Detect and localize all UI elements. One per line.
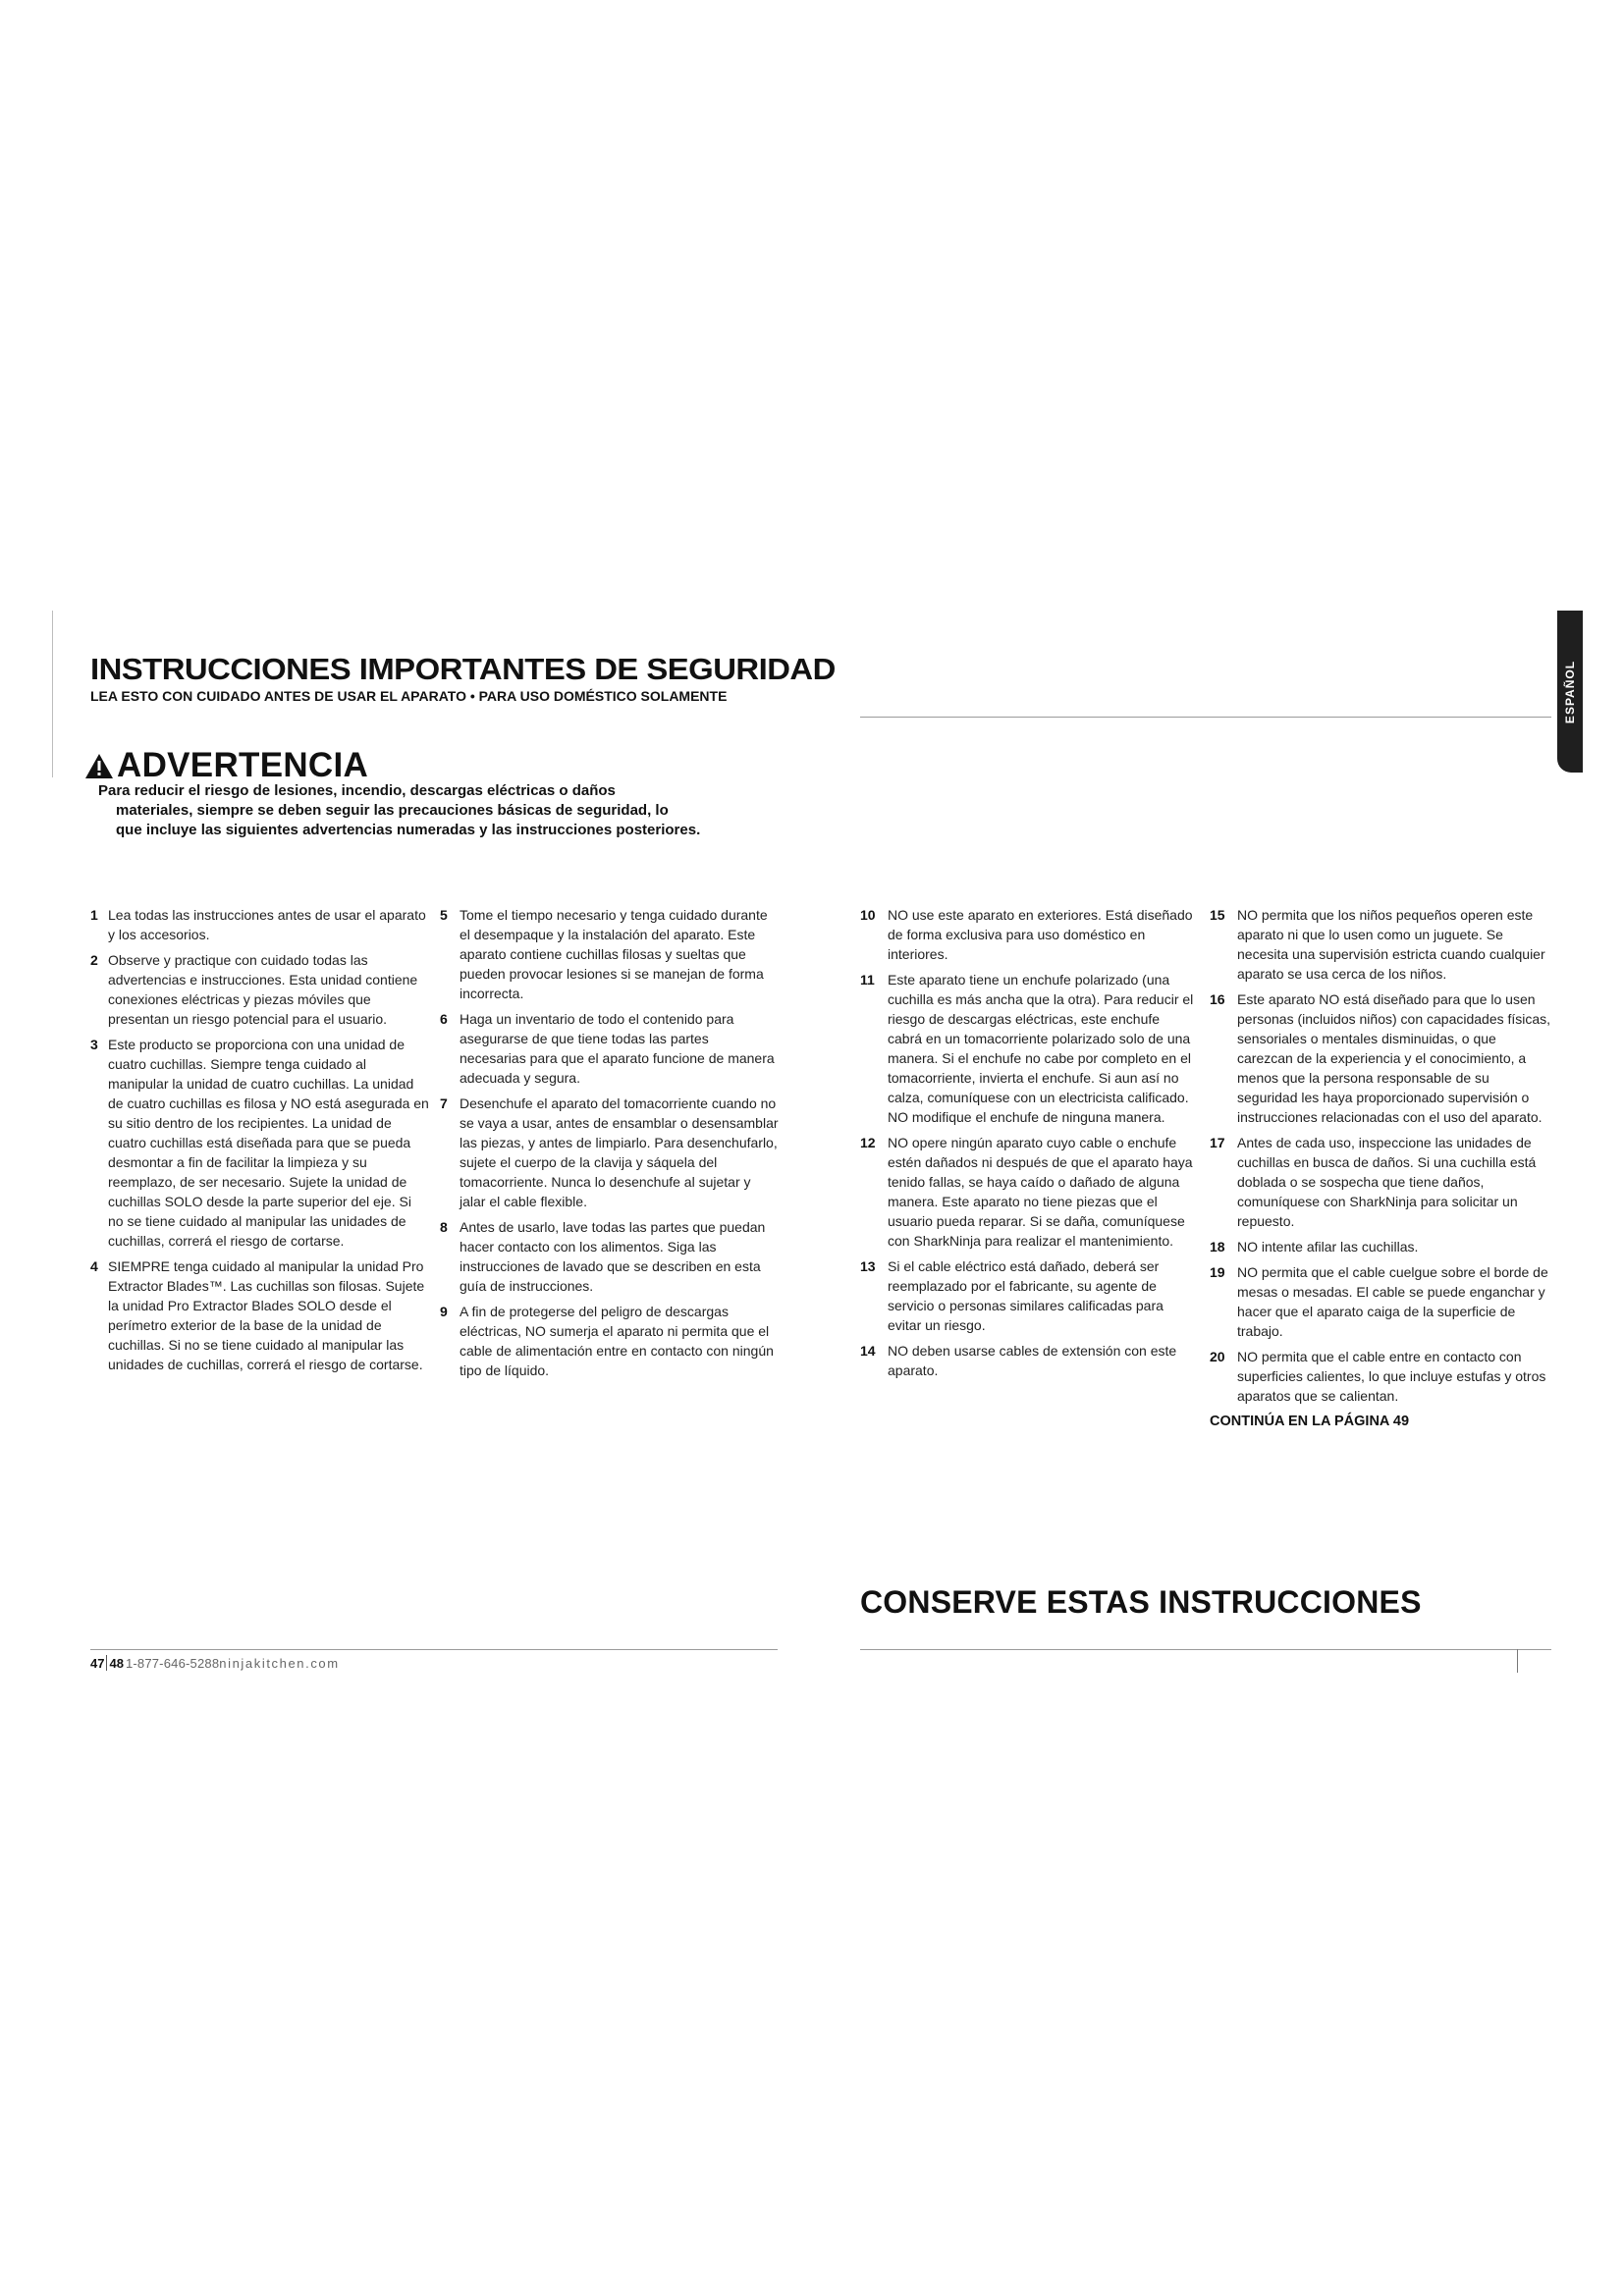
list-item bbox=[90, 950, 429, 1029]
item-number: 8 bbox=[440, 1219, 448, 1235]
language-tab-label-wrap bbox=[1557, 611, 1583, 773]
list-item bbox=[440, 905, 779, 1003]
list-item bbox=[1210, 1347, 1551, 1406]
warning-text-line-2: materiales, siempre se deben seguir las precauciones básicas de seguridad, lo bbox=[116, 802, 669, 819]
item-text: Haga un inventario de todo el contenido para asegurarse de que tiene todas las partes necesarias para que el aparato funcione de manera adecuada y segura. bbox=[460, 1011, 775, 1086]
item-number: 11 bbox=[860, 972, 875, 988]
list-item bbox=[860, 1256, 1194, 1335]
page-footer bbox=[90, 1655, 340, 1671]
list-item bbox=[860, 1341, 1194, 1380]
item-text: NO use este aparato en exteriores. Está diseñado de forma exclusiva para uso doméstico en interiores. bbox=[888, 907, 1193, 962]
list-item bbox=[90, 905, 429, 944]
item-number: 20 bbox=[1210, 1349, 1225, 1364]
list-item bbox=[440, 1094, 779, 1211]
instructions-column-1 bbox=[90, 905, 429, 1380]
header-rule-right bbox=[860, 717, 1551, 718]
page-number-divider bbox=[106, 1655, 107, 1671]
page-number-right: 48 bbox=[109, 1655, 124, 1671]
save-instructions-heading: CONSERVE ESTAS INSTRUCCIONES bbox=[860, 1584, 1422, 1620]
instructions-column-3 bbox=[860, 905, 1194, 1386]
footer-rule-right bbox=[860, 1649, 1551, 1650]
item-text: Observe y practique con cuidado todas las advertencias e instrucciones. Esta unidad contiene conexiones eléctricas y piezas móviles que presentan un riesgo potencial para el usuario. bbox=[108, 952, 418, 1027]
item-text: Este aparato tiene un enchufe polarizado (una cuchilla es más ancha que la otra). Para reducir el riesgo de descargas eléctricas, este enchufe cabrá en un tomacorriente polarizado solo de una manera. Si el enchufe no cabe por completo en el tomacorriente, invierta el enchufe. Si aun así no calza, comuníquese con un electricista calificado. NO modifique el enchufe de ninguna manera. bbox=[888, 972, 1194, 1125]
list-item bbox=[860, 905, 1194, 964]
list-item bbox=[90, 1256, 429, 1374]
item-number: 7 bbox=[440, 1095, 448, 1111]
item-number: 5 bbox=[440, 907, 448, 923]
warning-title: ADVERTENCIA bbox=[117, 746, 369, 784]
list-item bbox=[440, 1009, 779, 1088]
warning-heading bbox=[84, 746, 368, 785]
item-number: 16 bbox=[1210, 991, 1225, 1007]
list-item bbox=[860, 1133, 1194, 1251]
page-title: INSTRUCCIONES IMPORTANTES DE SEGURIDAD bbox=[90, 652, 836, 686]
item-number: 17 bbox=[1210, 1135, 1225, 1150]
item-number: 9 bbox=[440, 1304, 448, 1319]
item-text: Antes de usarlo, lave todas las partes que puedan hacer contacto con los alimentos. Siga las instrucciones de lavado que se describen en esta guía de instrucciones. bbox=[460, 1219, 766, 1294]
warning-text-line-3: que incluye las siguientes advertencias numeradas y las instrucciones posteriores. bbox=[116, 822, 701, 838]
list-item bbox=[1210, 989, 1551, 1127]
instructions-column-2 bbox=[440, 905, 779, 1386]
item-text: Tome el tiempo necesario y tenga cuidado durante el desempaque y la instalación del aparato. Este aparato contiene cuchillas filosas y sueltas que pueden provocar lesiones si se manejan de forma incorrecta. bbox=[460, 907, 768, 1001]
item-text: NO permita que el cable cuelgue sobre el borde de mesas o mesadas. El cable se puede enganchar y hacer que el aparato caiga de la superficie de trabajo. bbox=[1237, 1264, 1548, 1339]
support-phone: 1-877-646-5288 bbox=[125, 1655, 220, 1671]
item-text: NO deben usarse cables de extensión con este aparato. bbox=[888, 1343, 1177, 1378]
warning-text-line-1: Para reducir el riesgo de lesiones, incendio, descargas eléctricas o daños bbox=[98, 782, 616, 799]
item-text: NO permita que el cable entre en contacto con superficies calientes, lo que incluye estufas y otros aparatos que se calientan. bbox=[1237, 1349, 1546, 1404]
item-number: 10 bbox=[860, 907, 876, 923]
item-number: 2 bbox=[90, 952, 98, 968]
footer-tick-right bbox=[1517, 1649, 1518, 1673]
list-item bbox=[440, 1302, 779, 1380]
item-text: SIEMPRE tenga cuidado al manipular la unidad Pro Extractor Blades™. Las cuchillas son filosas. Sujete la unidad Pro Extractor Blades SOLO desde el perímetro exterior de la base de la unidad de cuchillas. Si no se tiene cuidado al manipular las unidades de cuchillas, correrá el riesgo de cortarse. bbox=[108, 1258, 425, 1372]
item-text: NO opere ningún aparato cuyo cable o enchufe estén dañados ni después de que el aparato haya tenido fallas, se haya caído o dañado de alguna manera. Este aparato no tiene piezas que el usuario pueda reparar. Si se daña, comuníquese con SharkNinja para realizar el mantenimiento. bbox=[888, 1135, 1193, 1249]
page-subtitle: LEA ESTO CON CUIDADO ANTES DE USAR EL APARATO • PARA USO DOMÉSTICO SOLAMENTE bbox=[90, 688, 728, 704]
list-item bbox=[1210, 905, 1551, 984]
left-margin-line bbox=[52, 611, 53, 777]
item-text: NO intente afilar las cuchillas. bbox=[1237, 1239, 1419, 1255]
continue-note: CONTINÚA EN LA PÁGINA 49 bbox=[1210, 1414, 1410, 1429]
item-number: 13 bbox=[860, 1258, 876, 1274]
instructions-column-4 bbox=[1210, 905, 1551, 1431]
item-text: Desenchufe el aparato del tomacorriente cuando no se vaya a usar, antes de ensamblar o desensamblar las piezas, y antes de limpiarlo. Para desenchufarlo, sujete el cuerpo de la clavija y sáquela del tomacorriente. Nunca lo desenchufe al sujetar y jalar el cable flexible. bbox=[460, 1095, 779, 1209]
list-item bbox=[1210, 1133, 1551, 1231]
item-number: 14 bbox=[860, 1343, 876, 1359]
page-number-left: 47 bbox=[90, 1655, 105, 1671]
item-text: Este aparato NO está diseñado para que lo usen personas (incluidos niños) con capacidades físicas, sensoriales o mentales disminuidas, o que carezcan de la experiencia y el conocimiento, a menos que la persona responsable de su seguridad les haya proporcionado supervisión o instrucciones relacionadas con el uso del aparato. bbox=[1237, 991, 1551, 1125]
item-number: 15 bbox=[1210, 907, 1225, 923]
item-text: Si el cable eléctrico está dañado, deberá ser reemplazado por el fabricante, su agente de servicio o personas similares calificadas para evitar un riesgo. bbox=[888, 1258, 1164, 1333]
item-text: NO permita que los niños pequeños operen este aparato ni que lo usen como un juguete. Se necesita una supervisión estricta cuando cualquier aparato se usa cerca de los niños. bbox=[1237, 907, 1545, 982]
warning-triangle-icon bbox=[84, 753, 114, 779]
item-number: 12 bbox=[860, 1135, 876, 1150]
list-item bbox=[1210, 1262, 1551, 1341]
website-link[interactable]: ninjakitchen.com bbox=[219, 1655, 340, 1671]
list-item bbox=[1210, 1237, 1551, 1256]
list-item bbox=[860, 970, 1194, 1127]
item-number: 6 bbox=[440, 1011, 448, 1027]
list-item bbox=[440, 1217, 779, 1296]
item-text: Este producto se proporciona con una unidad de cuatro cuchillas. Siempre tenga cuidado al manipular la unidad de cuatro cuchillas. La unidad de cuatro cuchillas es filosa y NO está asegurada en su sitio dentro de los recipientes. La unidad de cuatro cuchillas está diseñada para que se pueda desmontar a fin de facilitar la limpieza y su reemplazo, de ser necesario. Sujete la unidad de cuchillas SOLO desde la parte superior del eje. Si no se tiene cuidado al manipular las unidades de cuchillas, correrá el riesgo de cortarse. bbox=[108, 1037, 429, 1249]
warning-text bbox=[98, 781, 805, 840]
language-tab-label: ESPAÑOL bbox=[1563, 660, 1577, 723]
item-text: Antes de cada uso, inspeccione las unidades de cuchillas en busca de daños. Si una cuchilla está doblada o se sospecha que tiene daños, comuníquese con SharkNinja para solicitar un repuesto. bbox=[1237, 1135, 1537, 1229]
footer-rule-left bbox=[90, 1649, 778, 1650]
item-text: Lea todas las instrucciones antes de usar el aparato y los accesorios. bbox=[108, 907, 426, 942]
item-number: 1 bbox=[90, 907, 98, 923]
item-text: A fin de protegerse del peligro de descargas eléctricas, NO sumerja el aparato ni permita que el cable de alimentación entre en contacto con ningún tipo de líquido. bbox=[460, 1304, 774, 1378]
item-number: 18 bbox=[1210, 1239, 1225, 1255]
item-number: 3 bbox=[90, 1037, 98, 1052]
list-item bbox=[90, 1035, 429, 1251]
item-number: 19 bbox=[1210, 1264, 1225, 1280]
item-number: 4 bbox=[90, 1258, 98, 1274]
